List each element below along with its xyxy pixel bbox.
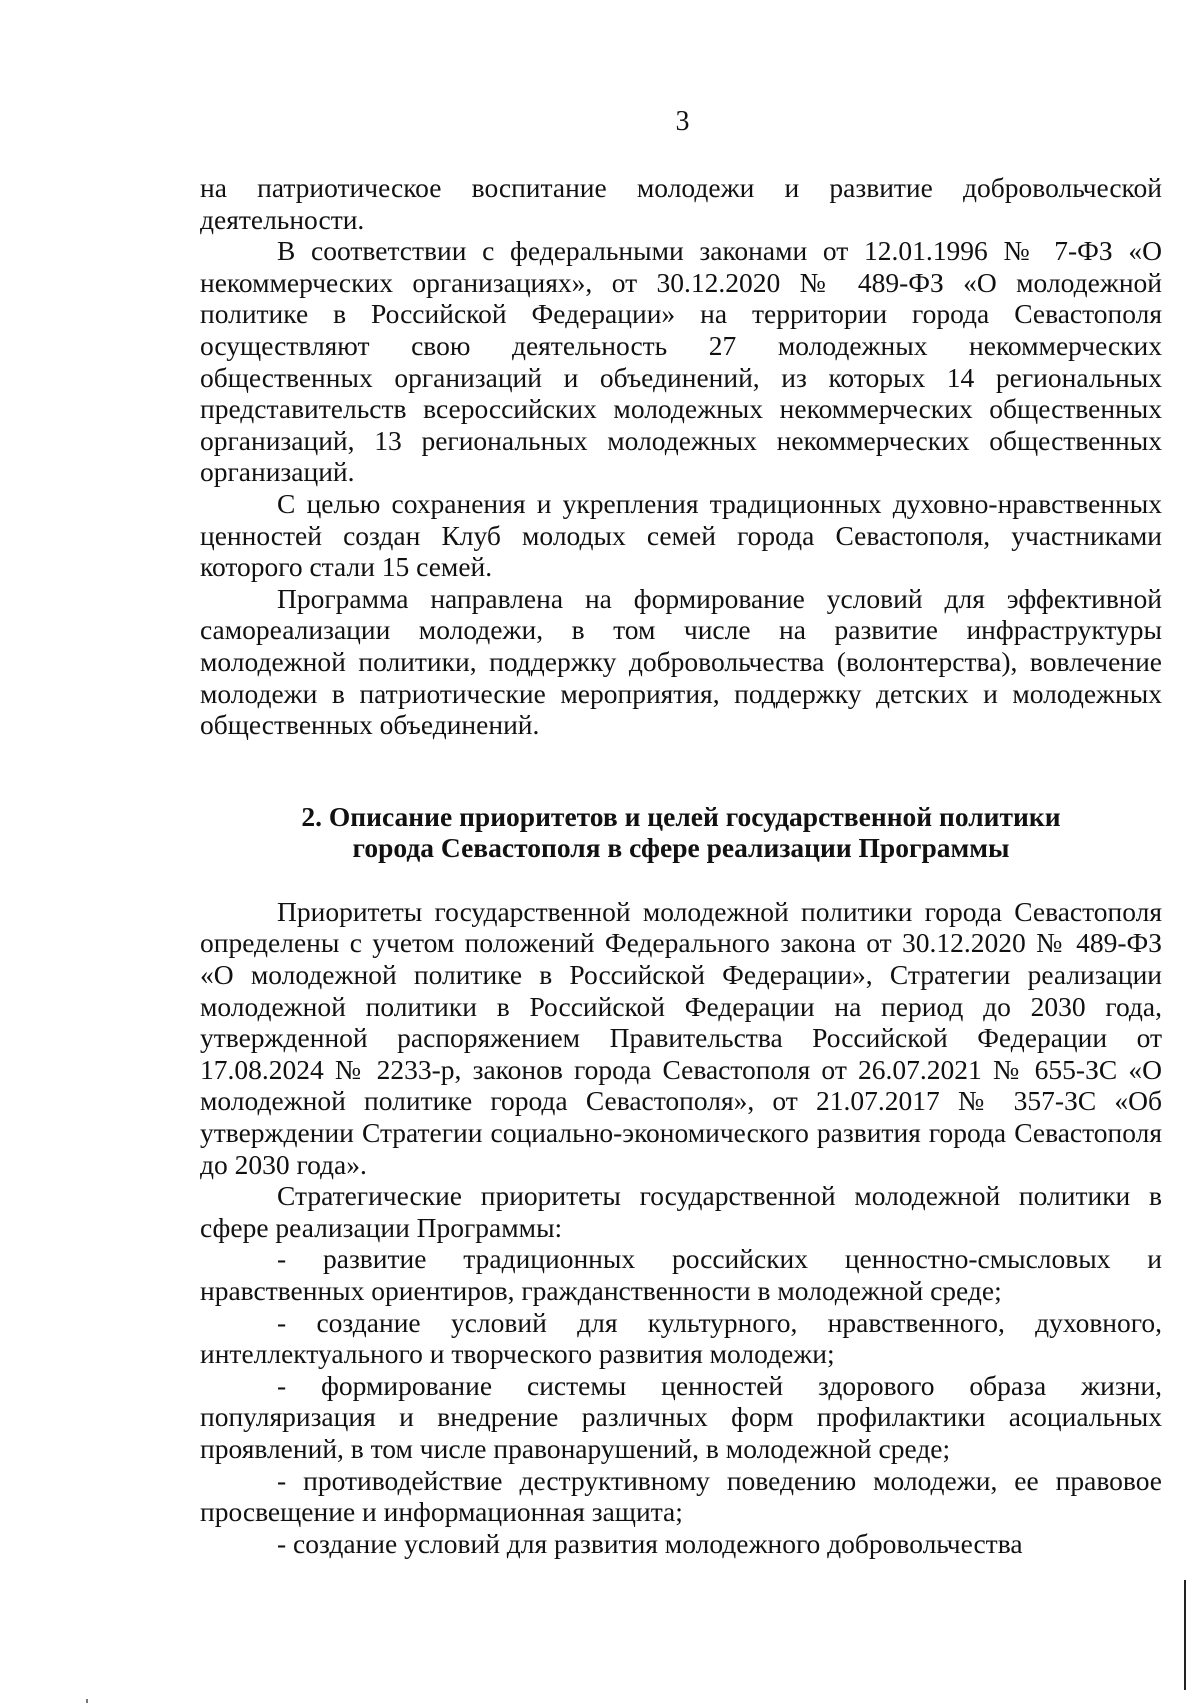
- paragraph-federal-laws: В соответствии с федеральными законами от 12.01.1996 № 7-ФЗ «О некоммерческих организациях», от 30.12.2020 № 489-ФЗ «О молодежной политике в Российской Федерации» на территории города Севастополя осуществляют свою деятельность 27 молодежных некоммерческих общественных организаций и объединений, из которых 14 региональных представительств всероссийских молодежных некоммерческих общественных организаций, 13 региональных молодежных некоммерческих общественных организаций.: [200, 235, 1162, 488]
- paragraph-continuation: на патриотическое воспитание молодежи и развитие добровольческой деятельности.: [200, 172, 1162, 235]
- section-2-heading-line-2: города Севастополя в сфере реализации Программы: [352, 832, 1010, 864]
- section-2-heading: [200, 801, 1162, 864]
- list-item-cultural-development: - создание условий для культурного, нравственного, духовного, интеллектуального и творческого развития молодежи;: [200, 1306, 1162, 1370]
- paragraph-program-goal: Программа направлена на формирование условий для эффективной самореализации молодежи, в том числе на развитие инфраструктуры молодежной политики, поддержку добровольчества (волонтерства), вовлечение молодежи в патриотические мероприятия, поддержку детских и молодежных общественных объединений.: [200, 582, 1162, 741]
- page-number: 3: [675, 106, 690, 137]
- scan-dot-mark: [86, 1699, 88, 1703]
- list-item-traditional-values: - развитие традиционных российских ценностно-смысловых и нравственных ориентиров, гражданственности в молодежной среде;: [200, 1243, 1162, 1306]
- list-item-healthy-lifestyle: - формирование системы ценностей здорового образа жизни, популяризация и внедрение различных форм профилактики асоциальных проявлений, в том числе правонарушений, в молодежной среде;: [200, 1369, 1162, 1464]
- scan-edge-mark: [1184, 1580, 1186, 1690]
- paragraph-priorities: Приоритеты государственной молодежной политики города Севастополя определены с учетом положений Федерального закона от 30.12.2020 № 489-ФЗ «О молодежной политике в Российской Федерации», Стратегии реализации молодежной политики в Российской Федерации на период до 2030 года, утвержденной распоряжением Правительства Российской Федерации от 17.08.2024 № 2233-р, законов города Севастополя от 26.07.2021 № 655-ЗС «О молодежной политике города Севастополя», от 21.07.2017 № 357-ЗС «Об утверждении Стратегии социально-экономического развития города Севастополя до 2030 года».: [200, 895, 1162, 1180]
- paragraph-strategic-priorities: Стратегические приоритеты государственной молодежной политики в сфере реализации Программы:: [200, 1180, 1162, 1243]
- paragraph-family-club: С целью сохранения и укрепления традиционных духовно-нравственных ценностей создан Клуб молодых семей города Севастополя, участниками которого стали 15 семей.: [200, 487, 1162, 583]
- list-item-destructive-behavior: - противодействие деструктивному поведению молодежи, ее правовое просвещение и информационная защита;: [200, 1464, 1162, 1528]
- section-2-heading-line-1: 2. Описание приоритетов и целей государственной политики: [301, 800, 1061, 832]
- document-body: [200, 172, 1162, 1559]
- list-item-volunteering: - создание условий для развития молодежного добровольчества: [277, 1527, 1023, 1559]
